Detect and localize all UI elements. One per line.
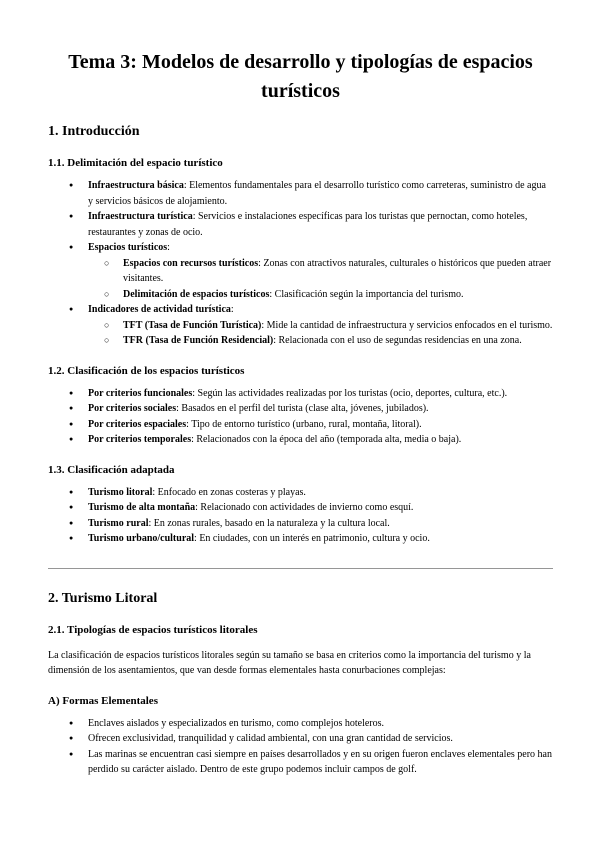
circle-bullet-icon: ○ [104, 335, 110, 345]
item-description: : Basados en el perfil del turista (clase alta, jóvenes, jubilados). [176, 403, 429, 414]
list-item-text [88, 485, 553, 501]
list-item [69, 747, 553, 778]
item-description: Ofrecen exclusividad, tranquilidad y calidad ambiental, con una gran cantidad de servicios. [88, 733, 453, 744]
circle-bullet-icon: ○ [104, 288, 110, 299]
section-divider [48, 568, 553, 569]
bullet-icon: ● [69, 404, 74, 412]
subsection-1-3-list [69, 485, 553, 547]
bold-term: TFT (Tasa de Función Turística) [123, 319, 262, 331]
item-description: : Relacionados con la época del año (temporada alta, media o baja). [191, 434, 462, 445]
bold-term: Por criterios temporales [88, 434, 192, 445]
list-item [69, 731, 553, 747]
bullet-icon: ● [69, 243, 74, 251]
item-description: : Zonas con atractivos naturales, culturales o históricos que pueden atraer visitantes. [123, 257, 552, 284]
bullet-icon: ● [69, 749, 74, 758]
list-item-text [88, 240, 553, 256]
list-item-text [88, 401, 553, 417]
intro-paragraph: La clasificación de espacios turísticos litorales según su tamaño se basa en criterios como la importancia del turismo y la dimensión de los asentamientos, que van desde formas elementales hasta conurbaciones complejas: [48, 649, 531, 676]
list-item-text [88, 386, 553, 402]
list-item-text [88, 302, 553, 318]
list-item [69, 240, 553, 256]
bullet-icon: ● [69, 305, 74, 313]
bullet-icon: ● [69, 534, 74, 542]
item-description: : Clasificación según la importancia del turismo. [269, 288, 464, 300]
bullet-icon: ● [69, 435, 74, 443]
bullet-icon: ● [69, 518, 74, 527]
list-item [69, 209, 553, 240]
list-item [69, 531, 553, 547]
list-item [69, 516, 553, 532]
bullet-icon: ● [69, 718, 74, 727]
list-item [69, 401, 553, 417]
bold-term: Por criterios funcionales [88, 387, 193, 399]
section-1-heading: 1. Introducción [48, 124, 140, 139]
item-description: : Tipo de entorno turístico (urbano, rural, montaña, litoral). [186, 418, 422, 430]
item-description: : Relacionado con actividades de invierno como esquí. [195, 502, 414, 513]
list-item-text [123, 318, 553, 334]
list-item [69, 485, 553, 501]
list-item [69, 417, 553, 433]
item-description: Enclaves aislados y especializados en turismo, como complejos hoteleros. [88, 717, 385, 729]
list-item-text [88, 747, 553, 778]
bold-term: Infraestructura básica [88, 180, 184, 191]
list-subitem [104, 287, 553, 303]
subsection-1-1-list [69, 178, 553, 349]
list-item [69, 716, 553, 732]
item-description: : [167, 242, 170, 253]
bullet-icon: ● [69, 181, 74, 189]
list-item-text [88, 731, 553, 747]
subsection-1-3-heading: 1.3. Clasificación adaptada [48, 463, 175, 476]
item-description: : Relacionada con el uso de segundas residencias en una zona. [273, 335, 522, 346]
bold-term: Turismo litoral [88, 486, 153, 498]
bold-term: Espacios con recursos turísticos [123, 257, 259, 269]
bullet-icon: ● [69, 487, 74, 496]
item-description: : Según las actividades realizadas por los turistas (ocio, deportes, cultura, etc.). [192, 387, 508, 399]
bullet-icon: ● [69, 388, 74, 397]
item-description: : Enfocado en zonas costeras y playas. [152, 486, 306, 498]
bold-term: Turismo urbano/cultural [88, 533, 195, 544]
item-description: : En zonas rurales, basado en la naturaleza y la cultura local. [148, 517, 390, 529]
list-item-text [88, 531, 553, 547]
list-item [69, 386, 553, 402]
bold-term: Turismo de alta montaña [88, 502, 196, 513]
subsection-1-1-heading: 1.1. Delimitación del espacio turístico [48, 157, 223, 169]
bold-term: Infraestructura turística [88, 211, 193, 222]
bullet-icon: ● [69, 734, 74, 742]
list-item-text [88, 500, 553, 516]
bold-term: TFR (Tasa de Función Residencial) [123, 335, 274, 346]
page-title-line2: turísticos [261, 80, 340, 102]
list-item-text [88, 178, 553, 209]
bold-term: Espacios turísticos [88, 242, 168, 253]
subsection-2-1-heading: 2.1. Tipologías de espacios turísticos litorales [48, 623, 258, 636]
bullet-icon: ● [69, 212, 74, 220]
forms-a-heading: A) Formas Elementales [48, 694, 158, 707]
list-item [69, 432, 553, 448]
bullet-icon: ● [69, 419, 74, 428]
forms-a-list [69, 716, 553, 778]
bold-term: Turismo rural [88, 517, 149, 529]
item-description: : Elementos fundamentales para el desarrollo turístico como carreteras, suministro de agua y servicios básicos de alojamiento. [88, 180, 546, 207]
list-item-text [88, 432, 553, 448]
item-description: : Mide la cantidad de infraestructura y servicios enfocados en el turismo. [261, 319, 553, 331]
list-item-text [88, 516, 553, 532]
bullet-icon: ● [69, 503, 74, 511]
subsection-1-2-list [69, 386, 553, 448]
list-subitem [104, 256, 553, 287]
list-item-text [123, 287, 553, 303]
list-item [69, 302, 553, 318]
bold-term: Indicadores de actividad turística [88, 304, 231, 315]
list-item [69, 500, 553, 516]
circle-bullet-icon: ○ [104, 319, 110, 330]
list-item-text [123, 333, 553, 349]
list-item-text [123, 256, 553, 287]
bold-term: Delimitación de espacios turísticos [123, 288, 270, 300]
subsection-1-2-heading: 1.2. Clasificación de los espacios turísticos [48, 364, 245, 377]
page-title [48, 48, 553, 106]
circle-bullet-icon: ○ [104, 257, 110, 268]
item-description: : En ciudades, con un interés en patrimonio, cultura y ocio. [194, 533, 430, 544]
page-title-line1: Tema 3: Modelos de desarrollo y tipologías de espacios [68, 51, 533, 73]
bold-term: Por criterios sociales [88, 403, 177, 414]
item-description: : [230, 304, 234, 315]
list-item-text [88, 417, 553, 433]
list-subitem [104, 333, 553, 349]
list-item-text [88, 716, 553, 732]
item-description: Las marinas se encuentran casi siempre en países desarrollados y en su origen fueron enclaves elementales pero han perdido su carácter aislado. Dentro de este grupo podemos incluir campos de golf. [88, 748, 552, 775]
list-item-text [88, 209, 553, 240]
bold-term: Por criterios espaciales [88, 418, 187, 430]
item-description: : Servicios e instalaciones específicas para los turistas que pernoctan, como hoteles, restaurantes y zonas de ocio. [88, 211, 528, 238]
list-subitem [104, 318, 553, 334]
section-2-heading: 2. Turismo Litoral [48, 590, 158, 606]
list-item [69, 178, 553, 209]
